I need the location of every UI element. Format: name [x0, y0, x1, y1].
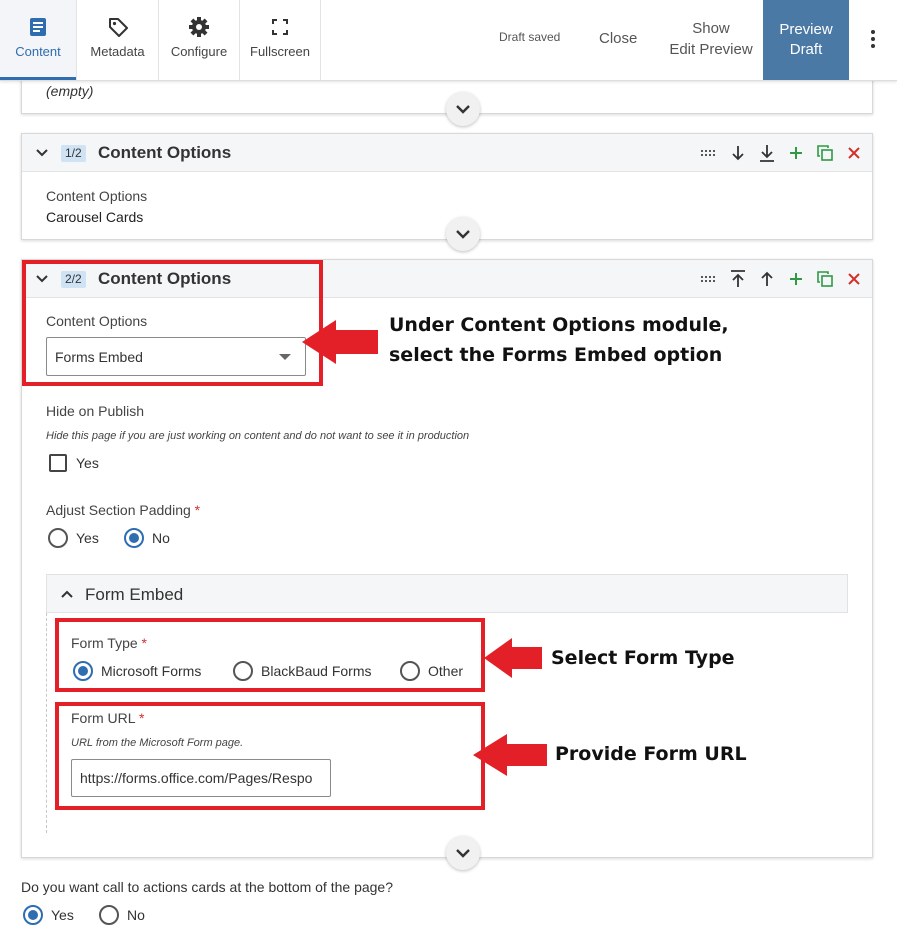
drag-handle-icon[interactable]: [699, 143, 719, 163]
panel-title: Content Options: [98, 269, 232, 288]
item-index-badge: 1/2: [61, 145, 86, 162]
move-to-top-icon[interactable]: [728, 269, 748, 289]
required-marker: *: [141, 635, 147, 651]
remove-icon[interactable]: [844, 143, 864, 163]
nested-guide-line: [46, 613, 47, 833]
required-marker: *: [138, 710, 145, 726]
cta-yes-radio[interactable]: [23, 905, 43, 925]
annotation-arrow-icon: [300, 318, 380, 366]
content-options-panel-1: [21, 133, 873, 240]
empty-value: (empty): [46, 83, 94, 99]
form-url-label-text: Form URL: [71, 710, 136, 726]
hide-on-publish-help: Hide this page if you are just working on content and do not want to see it in production: [46, 430, 470, 442]
form-type-label: [71, 635, 147, 651]
add-icon[interactable]: [786, 143, 806, 163]
preview-label-line1: Preview: [779, 21, 833, 38]
show-label-line2: Edit Preview: [669, 41, 753, 58]
show-edit-preview-button[interactable]: [668, 18, 754, 60]
content-options-value: Carousel Cards: [46, 209, 144, 225]
show-label-line1: Show: [692, 20, 730, 37]
annotation-form-type: Select Form Type: [551, 647, 735, 669]
item-index-badge: 2/2: [61, 271, 86, 288]
cta-no-radio[interactable]: [99, 905, 119, 925]
editor-toolbar: [0, 0, 897, 81]
form-type-label-text: Form Type: [71, 635, 138, 651]
form-url-value: https://forms.office.com/Pages/Respo: [80, 770, 313, 786]
move-to-bottom-icon[interactable]: [757, 143, 777, 163]
cta-no-label: No: [127, 907, 145, 923]
draft-status: Draft saved: [499, 30, 561, 44]
tab-content[interactable]: [0, 0, 77, 80]
fullscreen-icon: [269, 16, 291, 38]
form-url-label: [71, 710, 144, 726]
chevron-down-icon: [455, 848, 471, 858]
dropdown-caret-icon: [279, 354, 291, 360]
duplicate-icon[interactable]: [815, 269, 835, 289]
more-options-icon[interactable]: [862, 24, 884, 54]
tab-configure[interactable]: [159, 0, 240, 80]
preview-draft-button[interactable]: [763, 0, 849, 80]
gear-icon: [188, 16, 210, 38]
form-url-help: URL from the Microsoft Form page.: [71, 737, 244, 749]
panel-actions: [699, 269, 864, 289]
tab-label: Content: [15, 43, 61, 59]
remove-icon[interactable]: [844, 269, 864, 289]
chevron-down-icon: [455, 104, 471, 114]
panel-title: Content Options: [98, 143, 232, 162]
adjust-padding-yes-label: Yes: [76, 530, 99, 546]
chevron-down-icon: [455, 229, 471, 239]
tab-label: Configure: [170, 43, 228, 59]
form-embed-section-header[interactable]: [46, 574, 848, 613]
preview-label-line2: Draft: [789, 41, 823, 58]
document-icon: [27, 16, 49, 38]
adjust-padding-label-text: Adjust Section Padding: [46, 502, 191, 518]
close-button[interactable]: Close: [599, 30, 638, 47]
panel-actions: [699, 143, 864, 163]
form-type-blackbaud-label: BlackBaud Forms: [261, 663, 372, 679]
chevron-down-icon[interactable]: [34, 271, 50, 287]
content-options-select[interactable]: [46, 337, 306, 376]
expand-toggle-button[interactable]: [446, 836, 480, 870]
content-options-label: Content Options: [46, 188, 148, 204]
move-up-icon[interactable]: [757, 269, 777, 289]
adjust-padding-no-label: No: [152, 530, 170, 546]
adjust-padding-no-radio[interactable]: [124, 528, 144, 548]
tab-metadata[interactable]: [77, 0, 159, 80]
drag-handle-icon[interactable]: [699, 269, 719, 289]
tab-label: Fullscreen: [250, 43, 310, 59]
form-type-microsoft-label: Microsoft Forms: [101, 663, 202, 679]
annotation-arrow-icon: [482, 636, 544, 680]
hide-on-publish-checkbox[interactable]: [49, 454, 67, 472]
form-type-blackbaud-radio[interactable]: [233, 661, 253, 681]
form-type-microsoft-radio[interactable]: [73, 661, 93, 681]
add-icon[interactable]: [786, 269, 806, 289]
adjust-padding-yes-radio[interactable]: [48, 528, 68, 548]
cta-question-label: Do you want call to actions cards at the bottom of the page?: [21, 879, 393, 895]
expand-toggle-button[interactable]: [446, 92, 480, 126]
duplicate-icon[interactable]: [815, 143, 835, 163]
annotation-form-url: Provide Form URL: [555, 743, 747, 765]
content-options-selected-value: Forms Embed: [55, 349, 143, 365]
tab-fullscreen[interactable]: [240, 0, 321, 80]
chevron-up-icon: [59, 586, 75, 602]
panel-header: [22, 260, 872, 298]
tag-icon: [107, 16, 129, 38]
form-type-other-label: Other: [428, 663, 464, 679]
annotation-arrow-icon: [471, 732, 549, 778]
annotation-content-options: [389, 310, 729, 370]
move-down-icon[interactable]: [728, 143, 748, 163]
annotation-line: Under Content Options module,: [389, 314, 729, 336]
content-options-label: Content Options: [46, 313, 148, 329]
form-url-input[interactable]: [71, 759, 331, 797]
hide-on-publish-yes-label: Yes: [76, 455, 99, 471]
adjust-padding-label: [46, 502, 200, 518]
tab-label: Metadata: [90, 43, 145, 59]
expand-toggle-button[interactable]: [446, 217, 480, 251]
panel-header: [22, 134, 872, 172]
form-type-other-radio[interactable]: [400, 661, 420, 681]
form-embed-title: Form Embed: [85, 585, 184, 604]
annotation-line: select the Forms Embed option: [389, 344, 723, 366]
hide-on-publish-label: Hide on Publish: [46, 403, 145, 419]
required-marker: *: [194, 502, 201, 518]
cta-yes-label: Yes: [51, 907, 74, 923]
chevron-down-icon[interactable]: [34, 145, 50, 161]
